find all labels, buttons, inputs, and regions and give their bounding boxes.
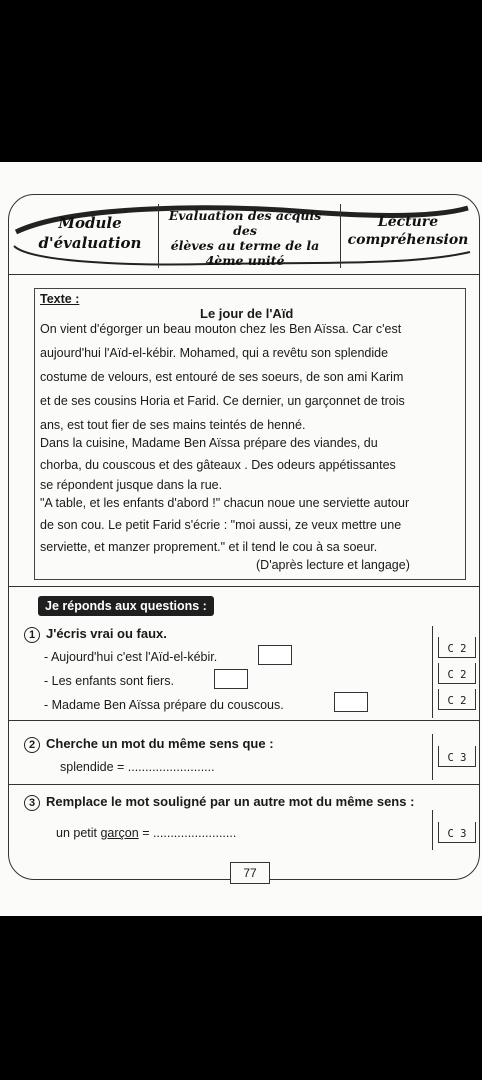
score-box: C 2: [438, 637, 476, 658]
questions-badge: Je réponds aux questions :: [38, 596, 214, 616]
header-divider-right: [340, 204, 341, 268]
texte-line: chorba, du couscous et des gâteaux . Des odeurs appétissantes: [40, 458, 396, 472]
score-box: C 3: [438, 822, 476, 843]
question-1-title: 1 J'écris vrai ou faux.: [24, 626, 167, 643]
score-column-line: [432, 734, 433, 780]
question-3-title: 3 Remplace le mot souligné par un autre mot du même sens :: [24, 794, 414, 811]
worksheet-page: [0, 162, 482, 916]
header-banner: [10, 204, 472, 268]
texte-line: On vient d'égorger un beau mouton chez les Ben Aïssa. Car c'est: [40, 322, 402, 336]
q2-prompt[interactable]: splendide = .........................: [60, 760, 215, 774]
q1-separator: [9, 720, 479, 721]
underlined-word: garçon: [100, 826, 139, 840]
score-box: C 2: [438, 689, 476, 710]
answer-box[interactable]: [334, 692, 368, 712]
passage-separator: [9, 586, 479, 587]
score-box: C 3: [438, 746, 476, 767]
question-number: 2: [24, 737, 40, 753]
question-2-title: 2 Cherche un mot du même sens que :: [24, 736, 274, 753]
texte-line: et de ses cousins Horia et Farid. Ce dernier, un garçonnet de trois: [40, 394, 405, 408]
texte-line: se répondent jusque dans la rue.: [40, 478, 223, 492]
question-number: 1: [24, 627, 40, 643]
answer-box[interactable]: [214, 669, 248, 689]
texte-title: Le jour de l'Aïd: [200, 306, 294, 321]
page-number: 77: [230, 862, 270, 884]
texte-line: ans, est tout fier de ses mains teintés de henné.: [40, 418, 306, 432]
answer-box[interactable]: [258, 645, 292, 665]
lecture-cell: Lecture compréhension: [347, 214, 469, 248]
q1-item: - Aujourd'hui c'est l'Aïd-el-kébir.: [44, 650, 218, 664]
q1-item: - Les enfants sont fiers.: [44, 674, 174, 688]
module-cell: Module d'évaluation: [38, 214, 142, 252]
q1-item: - Madame Ben Aïssa prépare du couscous.: [44, 698, 284, 712]
score-column-line: [432, 626, 433, 718]
texte-line: serviette, et manzer proprement." et il tend le cou à sa soeur.: [40, 540, 378, 554]
texte-label: Texte :: [40, 292, 80, 306]
texte-line: Dans la cuisine, Madame Ben Aïssa prépare des viandes, du: [40, 436, 378, 450]
center-cell: Evaluation des acquis des élèves au terme de la 4ème unité: [168, 208, 322, 268]
question-number: 3: [24, 795, 40, 811]
texte-line: "A table, et les enfants d'abord !" chacun noue une serviette autour: [40, 496, 410, 510]
texte-line: costume de velours, est entouré de ses soeurs, de son ami Karim: [40, 370, 404, 384]
texte-line: de son cou. Le petit Farid s'écrie : "moi aussi, ze veux mettre une: [40, 518, 402, 532]
header-separator: [9, 274, 479, 275]
q2-separator: [9, 784, 479, 785]
score-box: C 2: [438, 663, 476, 684]
texte-line: aujourd'hui l'Aïd-el-kébir. Mohamed, qui a revêtu son splendide: [40, 346, 389, 360]
q3-prompt[interactable]: un petit garçon = ........................: [56, 826, 237, 840]
score-column-line: [432, 810, 433, 850]
texte-source: (D'après lecture et langage): [256, 558, 410, 572]
